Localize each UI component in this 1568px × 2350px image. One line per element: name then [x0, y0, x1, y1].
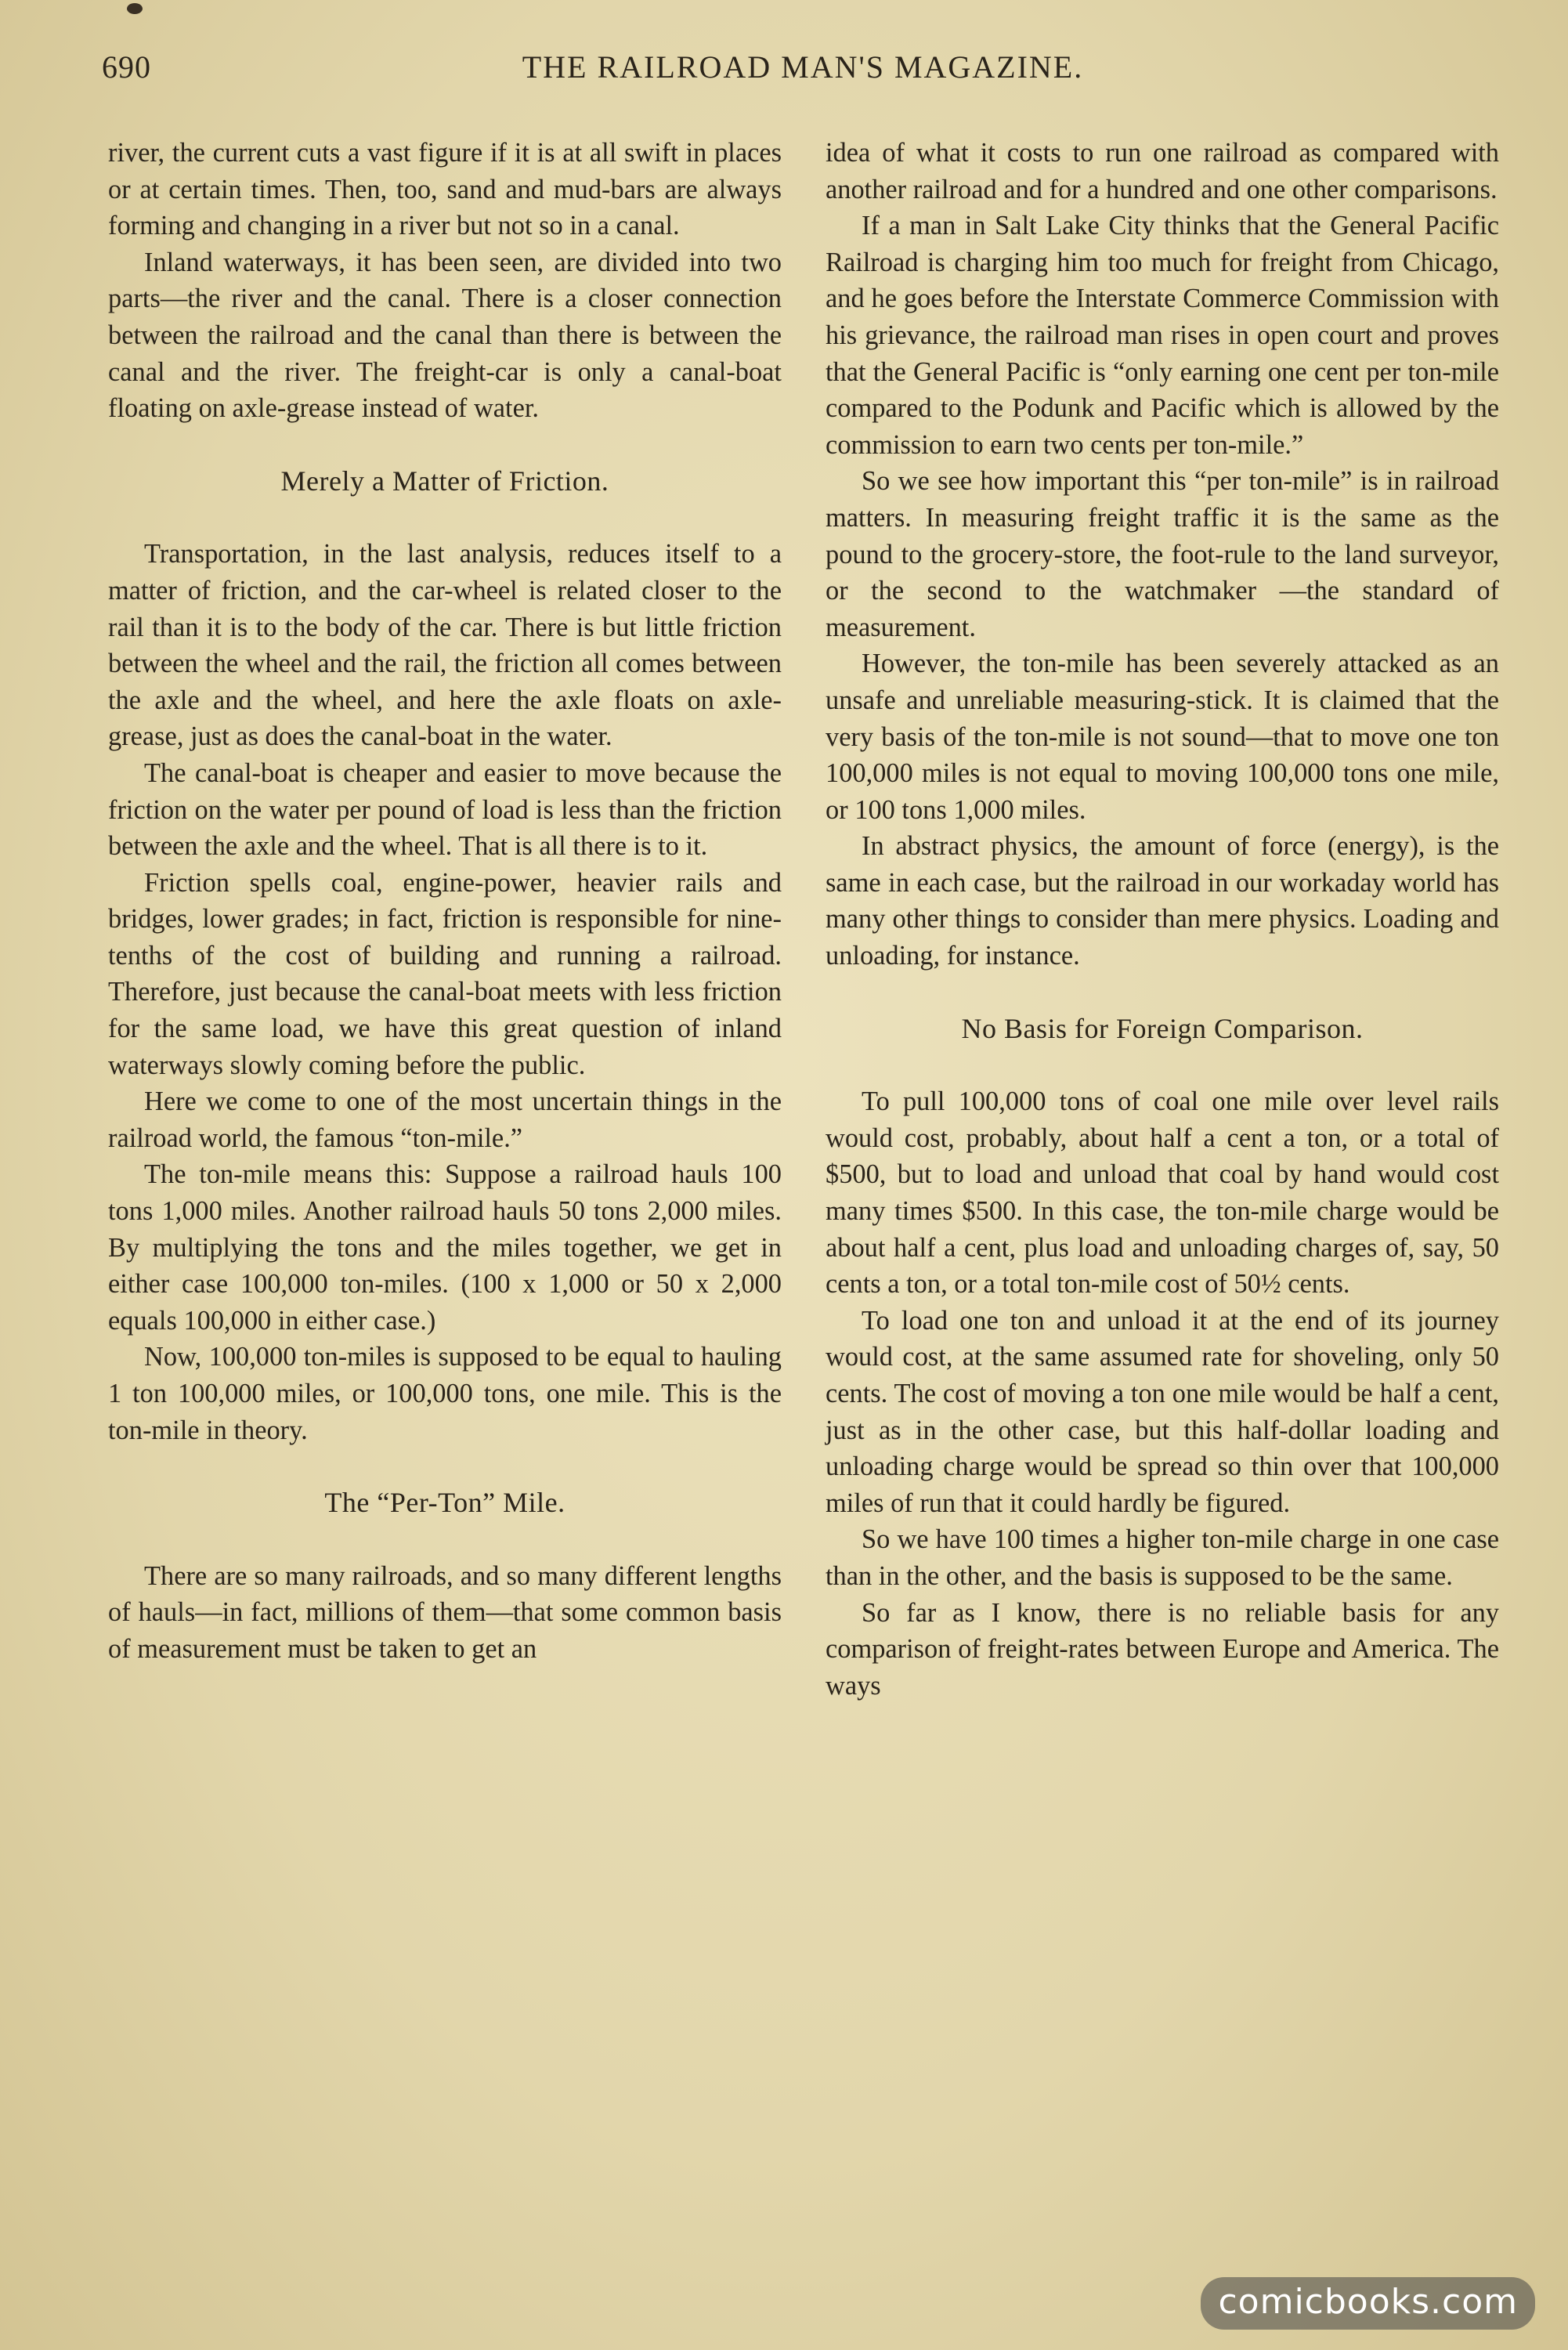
- running-head: THE RAILROAD MAN'S MAGAZINE.: [522, 49, 1084, 85]
- paragraph: idea of what it costs to run one railroad as compared with another railroad and for a hundred and one other comparisons.: [826, 138, 1499, 204]
- paragraph: To load one ton and unload it at the end of its journey would cost, at the same assumed rate for shoveling, only 50 cents. The cost of moving a ton one mile would be half a cent, just as in the other case, but this half-dollar loading and unloading charge would be spread so thin over that 100,000 miles of run that it could hardly be figured.: [826, 1305, 1499, 1518]
- left-column: [108, 135, 782, 1668]
- paragraph: Inland waterways, it has been seen, are divided into two parts—the river and the canal. There is a closer connection between the railroad and the canal than there is between the canal and the river. The freight-car is only a canal-boat floating on axle-grease instead of water.: [108, 247, 782, 424]
- paragraph: So we have 100 times a higher ton-mile charge in one case than in the other, and the basis is supposed to be the same.: [826, 1524, 1499, 1591]
- ink-mark: [127, 3, 143, 14]
- paragraph: To pull 100,000 tons of coal one mile over level rails would cost, probably, about half a cent a ton, or a total of $500, but to load and unload that coal by hand would cost many times $500. In this case, the ton-mile charge would be about half a cent, plus load and unloading charges of, say, 50 cents a ton, or a total ton-mile cost of 50½ cents.: [826, 1086, 1499, 1300]
- page-number: 690: [102, 49, 151, 85]
- paragraph: However, the ton-mile has been severely attacked as an unsafe and unreliable measuring-stick. It is claimed that the very basis of the ton-mile is not sound—that to move one ton 100,000 miles is not equal to moving 100,000 tons one mile, or 100 tons 1,000 miles.: [826, 649, 1499, 825]
- paragraph: river, the current cuts a vast figure if it is at all swift in places or at certain times. Then, too, sand and mud-bars are always forming and changing in a river but not so in a canal.: [108, 138, 782, 241]
- paragraph: The canal-boat is cheaper and easier to move because the friction on the water per pound of load is less than the friction between the axle and the wheel. That is all there is to it.: [108, 757, 782, 862]
- section-heading: No Basis for Foreign Comparison.: [961, 1012, 1364, 1044]
- paragraph: In abstract physics, the amount of force (energy), is the same in each case, but the railroad in our workaday world has many other things to consider than mere physics. Loading and unloading, for instance.: [826, 831, 1499, 971]
- paragraph: So we see how important this “per ton-mile” is in railroad matters. In measuring freight traffic it is the same as the pound to the grocery-store, the foot-rule to the land surveyor, or the second to the watchmaker —the standard of measurement.: [826, 466, 1499, 642]
- paragraph: Friction spells coal, engine-power, heavier rails and bridges, lower grades; in fact, friction is responsible for nine-tenths of the cost of building and running a railroad. Therefore, just because the canal-boat meets with less friction for the same load, we have this great question of inland waterways slowly coming before the public.: [108, 867, 782, 1080]
- page-header: [102, 49, 1504, 96]
- watermark-logo: comicbooks.com: [1201, 2277, 1535, 2330]
- section-heading: Merely a Matter of Friction.: [280, 465, 609, 497]
- section-heading: The “Per-Ton” Mile.: [324, 1487, 565, 1519]
- paragraph: Here we come to one of the most uncertain things in the railroad world, the famous “ton-mile.”: [108, 1086, 782, 1153]
- paragraph: If a man in Salt Lake City thinks that the General Pacific Railroad is charging him too much for freight from Chicago, and he goes before the Interstate Commerce Commission with his grievance, the railroad man rises in open court and proves that the General Pacific is “only earning one cent per ton-mile compared to the Podunk and Pacific which is allowed by the commission to earn two cents per ton-mile.”: [826, 211, 1499, 460]
- paragraph: So far as I know, there is no reliable basis for any comparison of freight-rates between Europe and America. The ways: [826, 1597, 1499, 1701]
- paragraph: The ton-mile means this: Suppose a railroad hauls 100 tons 1,000 miles. Another railroad hauls 50 tons 2,000 miles. By multiplying the tons and the miles together, we get in either case 100,000 ton-miles. (100 x 1,000 or 50 x 2,000 equals 100,000 in either case.): [108, 1159, 782, 1336]
- paragraph: Now, 100,000 ton-miles is supposed to be equal to hauling 1 ton 100,000 miles, or 100,000 tons, one mile. This is the ton-mile in theory.: [108, 1342, 782, 1445]
- paragraph: There are so many railroads, and so many different lengths of hauls—in fact, millions of them—that some common basis of measurement must be taken to get an: [108, 1560, 782, 1664]
- paragraph: Transportation, in the last analysis, reduces itself to a matter of friction, and the car-wheel is related closer to the rail than it is to the body of the car. There is but little friction between the wheel and the rail, the friction all comes between the axle and the wheel, and here the axle floats on axle-grease, just as does the canal-boat in the water.: [108, 539, 782, 752]
- right-column: [826, 135, 1499, 1704]
